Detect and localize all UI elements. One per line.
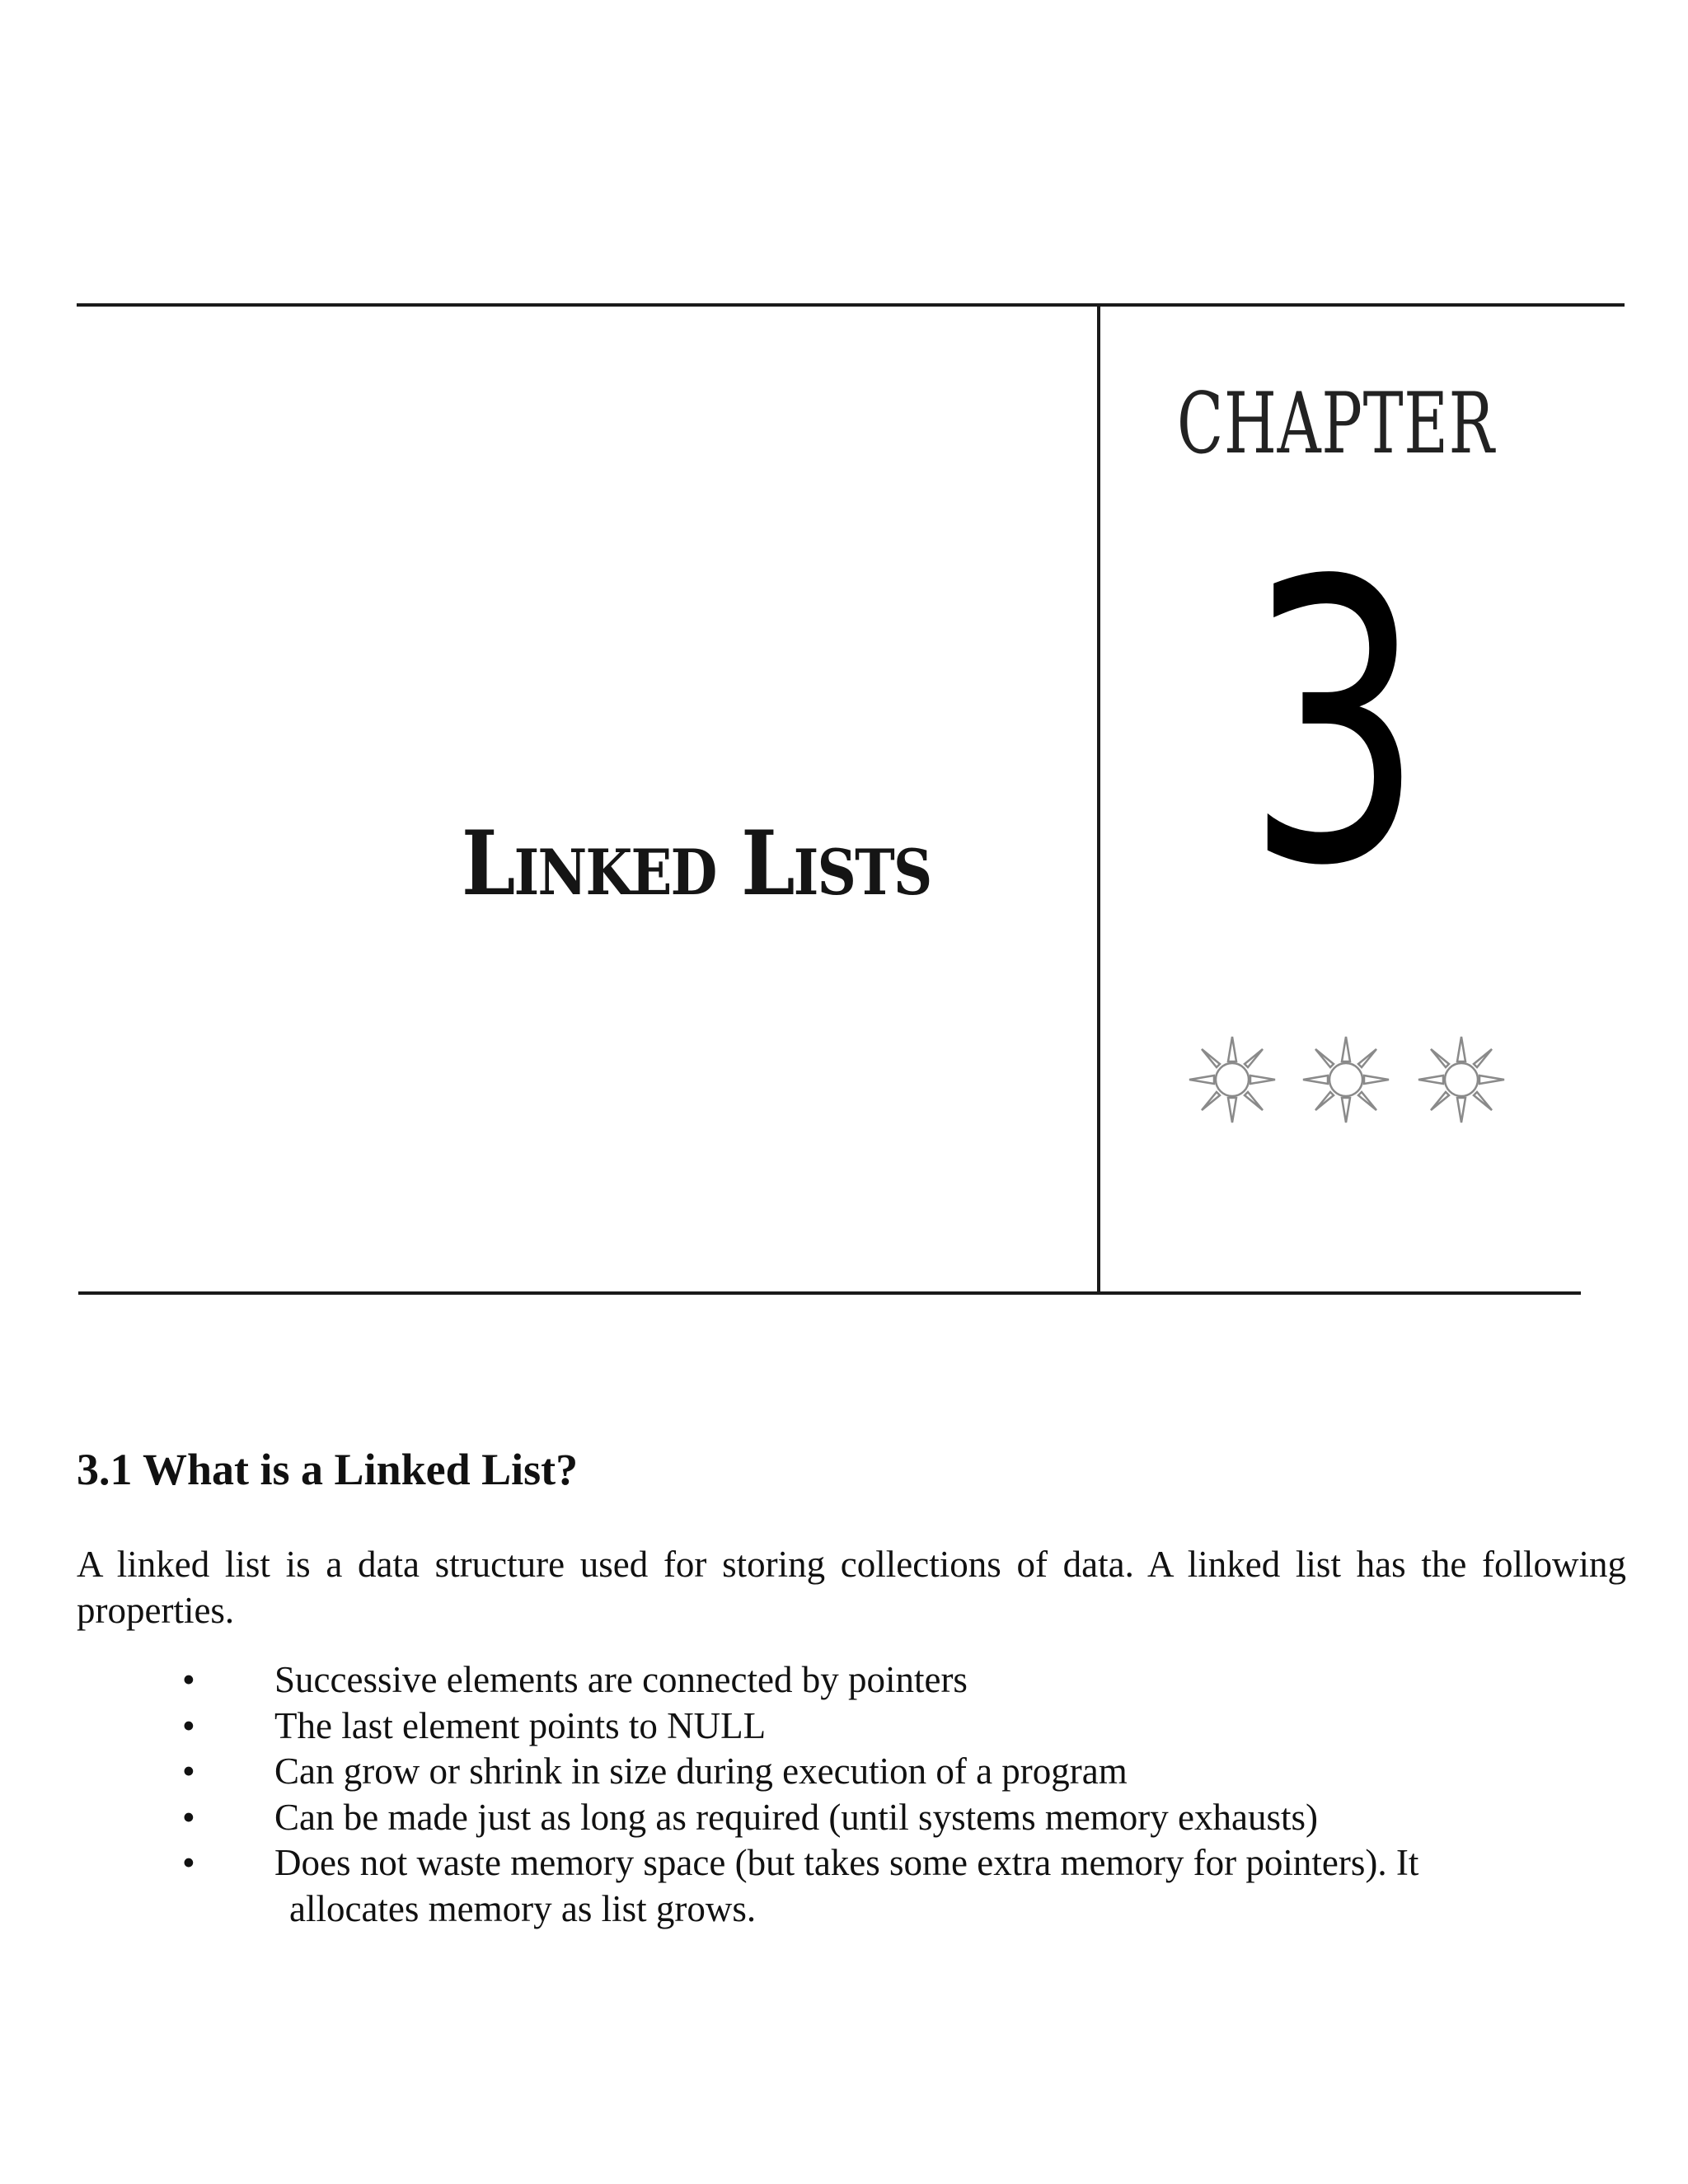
bullet-icon: • [182, 1842, 195, 1883]
sun-ornament-icon [1187, 1034, 1278, 1125]
list-item [77, 1840, 1626, 1932]
bullet-icon: • [182, 1750, 195, 1792]
list-item [77, 1657, 1626, 1704]
chapter-label: CHAPTER [1177, 375, 1495, 473]
chapter-number: 3 [1246, 499, 1424, 950]
top-rule [77, 303, 1625, 307]
property-list [77, 1657, 1626, 1932]
list-item-text: Can be made just as long as required (until systems memory exhausts) [274, 1796, 1318, 1838]
bullet-icon: • [182, 1704, 195, 1746]
list-item [77, 1749, 1626, 1795]
list-item-continuation: allocates memory as list grows. [289, 1887, 757, 1929]
bullet-icon: • [182, 1659, 195, 1700]
list-item-text: The last element points to NULL [274, 1704, 767, 1746]
chapter-title: Linked Lists [462, 812, 931, 916]
list-item [77, 1704, 1626, 1750]
ornament-row [1187, 1034, 1500, 1125]
list-item [77, 1795, 1626, 1841]
list-item-text: Can grow or shrink in size during execution of a program [274, 1750, 1128, 1792]
section-heading: 3.1 What is a Linked List? [77, 1445, 579, 1494]
intro-paragraph: A linked list is a data structure used for storing collections of data. A linked list has the following properties. [77, 1544, 1626, 1631]
list-item-text: Does not waste memory space (but takes some extra memory for pointers). It [274, 1842, 1419, 1883]
sun-ornament-icon [1301, 1034, 1391, 1125]
bullet-icon: • [182, 1796, 195, 1838]
vertical-divider [1097, 305, 1100, 1293]
sun-ornament-icon [1416, 1034, 1507, 1125]
bottom-rule [78, 1291, 1581, 1295]
list-item-text: Successive elements are connected by pointers [274, 1659, 968, 1700]
